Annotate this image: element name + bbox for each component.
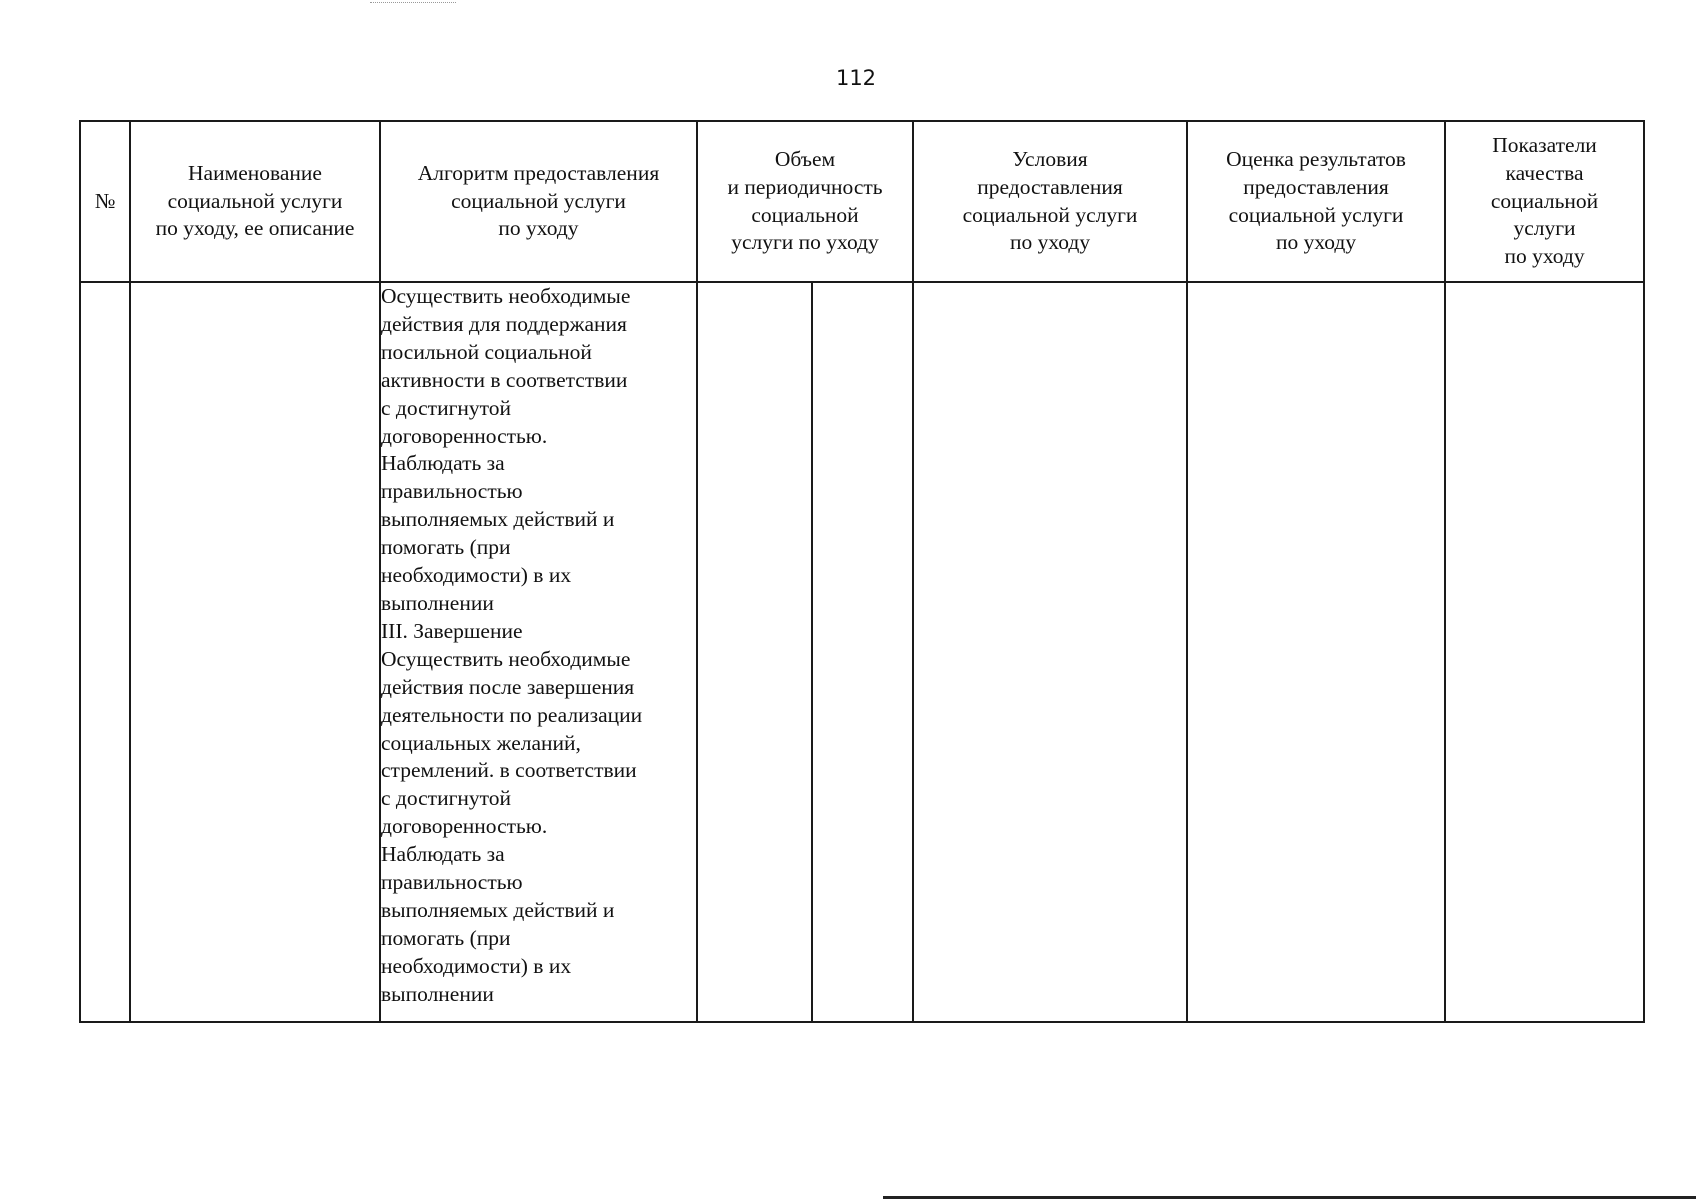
text-line: посильной социальной [381, 339, 592, 364]
text-line: предоставления [1243, 174, 1389, 199]
text-line: № [94, 188, 116, 213]
text-line: услуги [1513, 216, 1576, 241]
text-line: действия после завершения [381, 674, 635, 699]
text-line: необходимости) в их [381, 953, 572, 978]
cell-evaluation [1187, 282, 1445, 1022]
text-line: с достигнутой [381, 786, 512, 811]
text-line: Условия [1012, 147, 1088, 172]
text-line: социальной [1490, 188, 1599, 213]
text-line: по уходу, ее описание [155, 216, 355, 241]
text-line: Показатели [1492, 133, 1597, 158]
text-line: III. Завершение [381, 618, 523, 643]
text-line: и периодичность [727, 174, 883, 199]
text-line: выполнении [381, 590, 494, 615]
text-line: выполняемых действий и [381, 897, 615, 922]
page-number: 112 [835, 66, 877, 90]
header-quality-indicators [1445, 121, 1644, 282]
cell-algorithm [380, 282, 697, 1022]
text-line: качества [1505, 160, 1584, 185]
header-number [80, 121, 130, 282]
text-line: Наблюдать за [381, 842, 505, 867]
cell-service-name [130, 282, 380, 1022]
text-line: помогать (при [381, 535, 511, 560]
text-line: выполняемых действий и [381, 507, 615, 532]
text-line: Объем [774, 147, 836, 172]
text-line: социальной услуги [167, 188, 343, 213]
text-line: предоставления [977, 174, 1123, 199]
text-line: договоренностью. [381, 423, 548, 448]
text-line: социальной [751, 202, 859, 227]
text-line: выполнении [381, 981, 494, 1006]
text-line: Осуществить необходимые [381, 646, 631, 671]
services-table [79, 120, 1645, 1023]
header-evaluation [1187, 121, 1445, 282]
text-line: активности в соответствии [381, 367, 628, 392]
text-line: правильностью [381, 479, 523, 504]
cell-conditions [913, 282, 1187, 1022]
text-line: Наименование [188, 160, 322, 185]
text-line: услуги по уходу [731, 230, 879, 255]
text-line: социальной услуги [451, 188, 626, 213]
text-line: социальной услуги [1228, 202, 1404, 227]
cell-periodicity [812, 282, 913, 1022]
text-line: Алгоритм предоставления [417, 160, 660, 185]
text-line: по уходу [498, 216, 579, 241]
text-line: необходимости) в их [381, 563, 572, 588]
text-line: Оценка результатов [1226, 147, 1406, 172]
text-line: правильностью [381, 870, 523, 895]
cell-volume [697, 282, 812, 1022]
text-line: действия для поддержания [381, 311, 627, 336]
text-line: по уходу [1009, 230, 1091, 255]
cell-quality [1445, 282, 1644, 1022]
footer-rule [883, 1196, 1696, 1199]
text-line: договоренностью. [381, 814, 548, 839]
table-row [80, 282, 1644, 1022]
header-service-name [130, 121, 380, 282]
text-line: Наблюдать за [381, 451, 505, 476]
text-line: с достигнутой [381, 395, 512, 420]
cell-number [80, 282, 130, 1022]
table-header-row [80, 121, 1644, 282]
header-volume-periodicity [697, 121, 913, 282]
text-line: деятельности по реализации [381, 702, 643, 727]
text-line: социальной услуги [962, 202, 1138, 227]
text-line: по уходу [1504, 244, 1585, 269]
scan-artifact [370, 0, 456, 3]
text-line: стремлений. в соответствии [381, 758, 637, 783]
text-line: Осуществить необходимые [381, 284, 631, 308]
text-line: социальных желаний, [381, 730, 581, 755]
text-line: помогать (при [381, 925, 511, 950]
header-conditions [913, 121, 1187, 282]
text-line: по уходу [1275, 230, 1357, 255]
header-algorithm [380, 121, 697, 282]
